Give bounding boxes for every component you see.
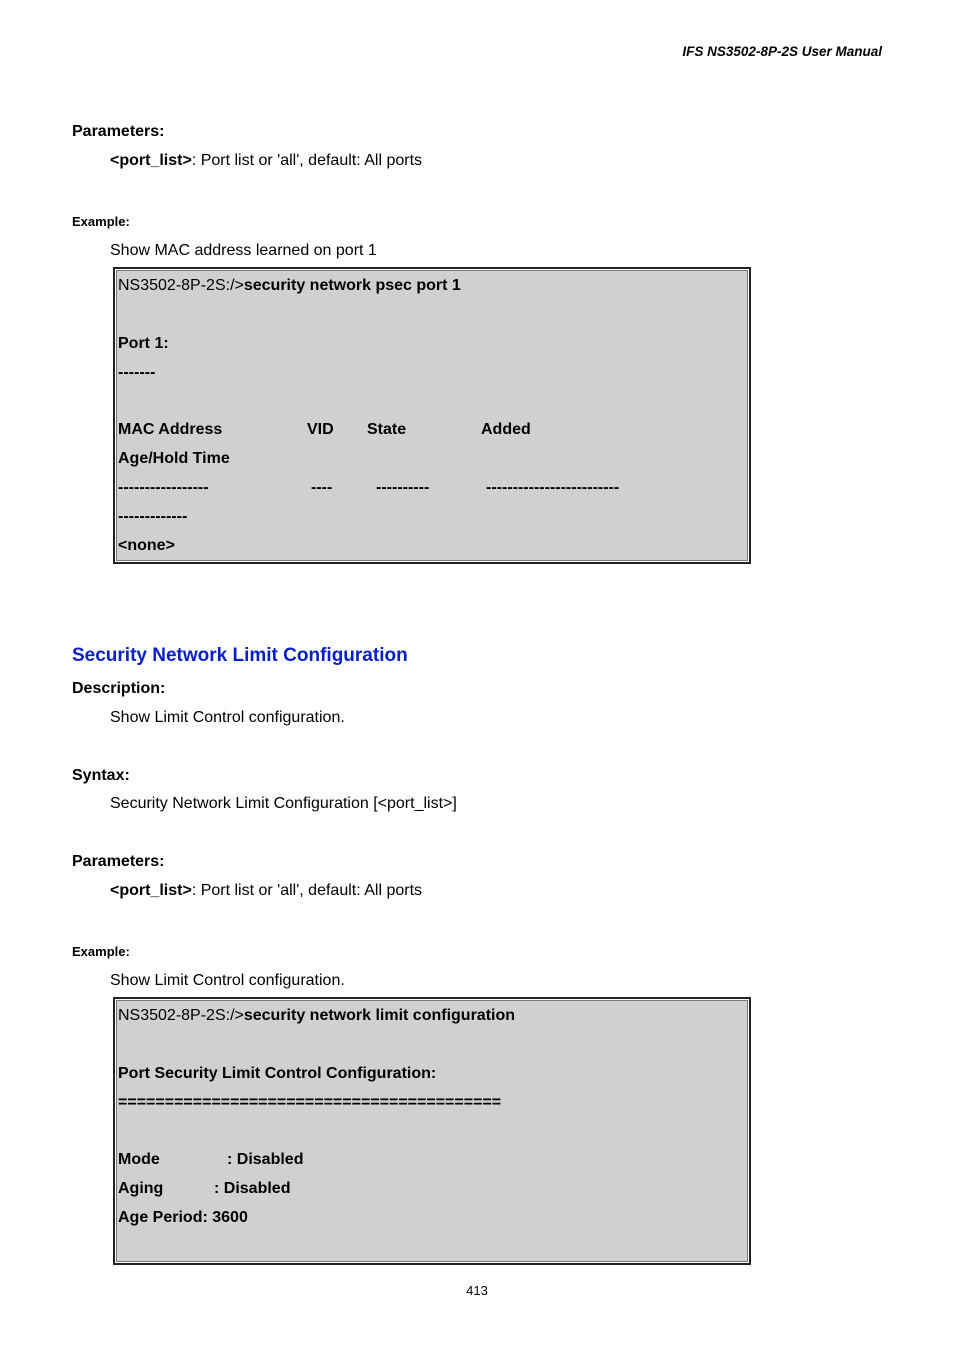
terminal-output-psec-port bbox=[113, 267, 751, 564]
description-label: Description: bbox=[72, 680, 166, 697]
aging-key: Aging bbox=[118, 1180, 164, 1197]
cli-prompt: NS3502-8P-2S:/> bbox=[118, 277, 244, 294]
dashes-age-hold: ------------- bbox=[118, 508, 188, 525]
terminal-output-limit-config bbox=[113, 997, 751, 1265]
column-vid: VID bbox=[307, 421, 334, 438]
cli-command-2: security network limit configuration bbox=[243, 1007, 516, 1024]
cli-prompt-2: NS3502-8P-2S:/> bbox=[118, 1007, 244, 1024]
command-line bbox=[118, 277, 461, 295]
mode-value: : Disabled bbox=[227, 1151, 304, 1168]
example-description: Show MAC address learned on port 1 bbox=[110, 242, 377, 259]
example-description-2: Show Limit Control configuration. bbox=[110, 972, 345, 989]
dashes-added: ------------------------- bbox=[486, 479, 620, 496]
manual-header-title: IFS NS3502-8P-2S User Manual bbox=[682, 44, 882, 59]
example-label: Example: bbox=[72, 214, 130, 229]
result-none: <none> bbox=[118, 537, 175, 554]
parameter-line bbox=[110, 152, 422, 170]
parameter-name: <port_list> bbox=[110, 152, 192, 169]
column-age-hold-time: Age/Hold Time bbox=[118, 450, 230, 467]
config-heading: Port Security Limit Control Configuration: bbox=[118, 1065, 437, 1082]
parameter-name-2: <port_list> bbox=[110, 882, 192, 899]
parameter-line-2 bbox=[110, 882, 422, 900]
example-label-2: Example: bbox=[72, 944, 130, 959]
parameter-description-2: : Port list or 'all', default: All ports bbox=[191, 882, 423, 899]
syntax-text: Security Network Limit Configuration [<port_list>] bbox=[110, 795, 457, 812]
column-state: State bbox=[367, 421, 407, 438]
dashes-state: ---------- bbox=[376, 479, 430, 496]
age-period-value: : 3600 bbox=[202, 1209, 248, 1226]
column-added: Added bbox=[481, 421, 531, 438]
port-underline: ------- bbox=[118, 364, 156, 381]
description-text: Show Limit Control configuration. bbox=[110, 709, 345, 726]
age-period-line bbox=[118, 1209, 248, 1227]
parameters-label-2: Parameters: bbox=[72, 853, 165, 870]
port-header: Port 1: bbox=[118, 335, 169, 352]
mode-key: Mode bbox=[118, 1151, 160, 1168]
dashes-mac: ----------------- bbox=[118, 479, 209, 496]
column-mac-address: MAC Address bbox=[118, 421, 223, 438]
aging-value: : Disabled bbox=[214, 1180, 291, 1197]
syntax-label: Syntax: bbox=[72, 767, 130, 784]
command-line-2 bbox=[118, 1007, 515, 1025]
section-title: Security Network Limit Configuration bbox=[72, 645, 408, 666]
parameter-description: : Port list or 'all', default: All ports bbox=[191, 152, 423, 169]
cli-command: security network psec port 1 bbox=[243, 277, 461, 294]
age-period-key: Age Period bbox=[118, 1209, 203, 1226]
config-rule: ========================================= bbox=[118, 1094, 502, 1111]
page-number: 413 bbox=[466, 1283, 488, 1298]
dashes-vid: ---- bbox=[311, 479, 333, 496]
parameters-label: Parameters: bbox=[72, 123, 165, 140]
